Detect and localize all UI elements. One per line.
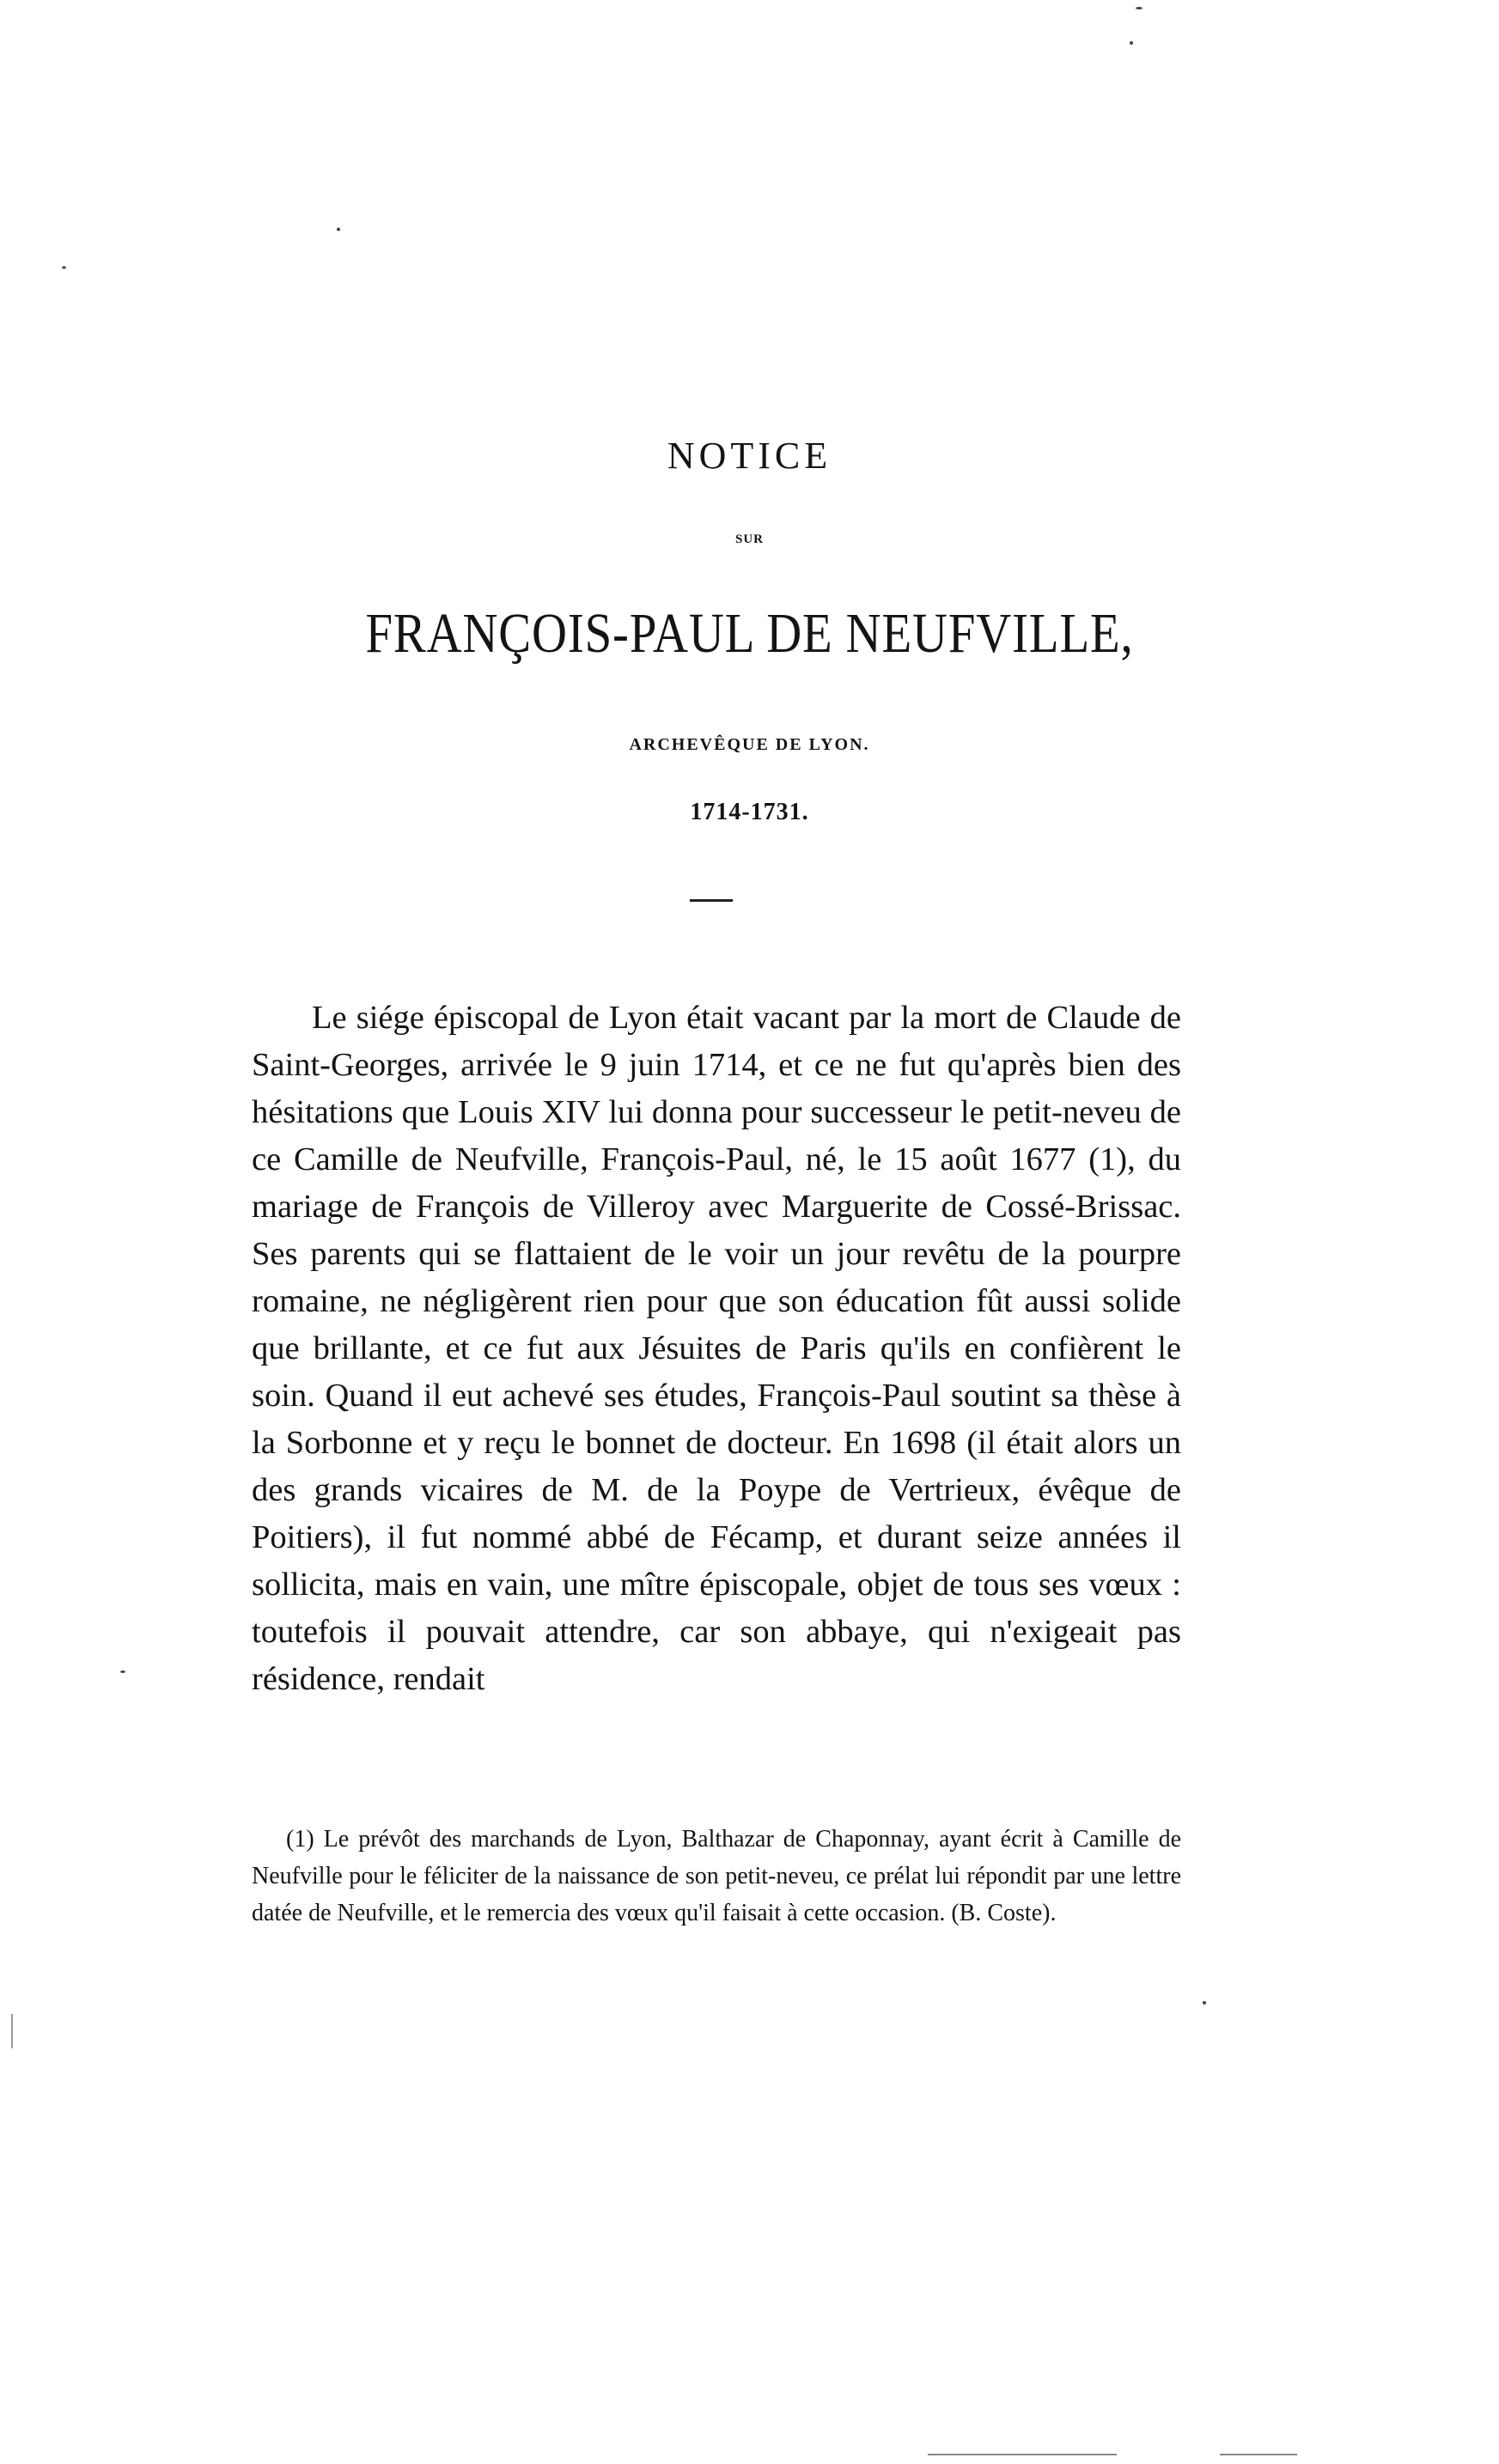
- scan-speck: [120, 1670, 125, 1673]
- footnote: [252, 1821, 1181, 1932]
- sur-label: SUR: [734, 532, 764, 546]
- years: 1714-1731.: [690, 799, 809, 825]
- footnote-text: (1) Le prévôt des marchands de Lyon, Balthazar de Chaponnay, ayant écrit à Camille de Neufville pour le féliciter de la naissance de son petit-neveu, ce prélat lui répondit par une lettre datée de Neufville, et le remercia des vœux qu'il faisait à cette occasion. (B. Coste).: [252, 1826, 1181, 1926]
- separator-rule: [690, 899, 733, 902]
- subtitle: ARCHEVÊQUE DE LYON.: [629, 735, 870, 754]
- scan-speck: [337, 228, 340, 231]
- scan-edge-line: [928, 2454, 1117, 2455]
- body-text: [252, 995, 1181, 1703]
- scan-speck: [1136, 7, 1143, 9]
- scan-edge-line: [1220, 2454, 1297, 2455]
- scan-speck: [1203, 2001, 1206, 2005]
- body-paragraph: Le siége épiscopal de Lyon était vacant par la mort de Claude de Saint-Georges, arrivée le 9 juin 1714, et ce ne fut qu'après bien des hésitations que Louis XIV lui donna pour successeur le petit-neveu de ce Camille de Neufville, François-Paul, né, le 15 août 1677 (1), du mariage de François de Villeroy avec Marguerite de Cossé-Brissac. Ses parents qui se flattaient de le voir un jour revêtu de la pourpre romaine, ne négligèrent rien pour que son éducation fût aussi solide que brillante, et ce fut aux Jésuites de Paris qu'ils en confièrent le soin. Quand il eut achevé ses études, François-Paul soutint sa thèse à la Sorbonne et y reçu le bonnet de docteur. En 1698 (il était alors un des grands vicaires de M. de la Poype de Vertrieux, évêque de Poitiers), il fut nommé abbé de Fécamp, et durant seize années il sollicita, mais en vain, une mître épiscopale, objet de tous ses vœux : toutefois il pouvait attendre, car son abbaye, qui n'exigeait pas résidence, rendait: [252, 1000, 1181, 1697]
- main-title: FRANÇOIS-PAUL DE NEUFVILLE,: [365, 602, 1134, 665]
- scan-speck: [11, 2014, 13, 2048]
- scan-speck: [62, 266, 66, 269]
- scan-speck: [1130, 41, 1133, 45]
- notice-heading: NOTICE: [667, 435, 832, 477]
